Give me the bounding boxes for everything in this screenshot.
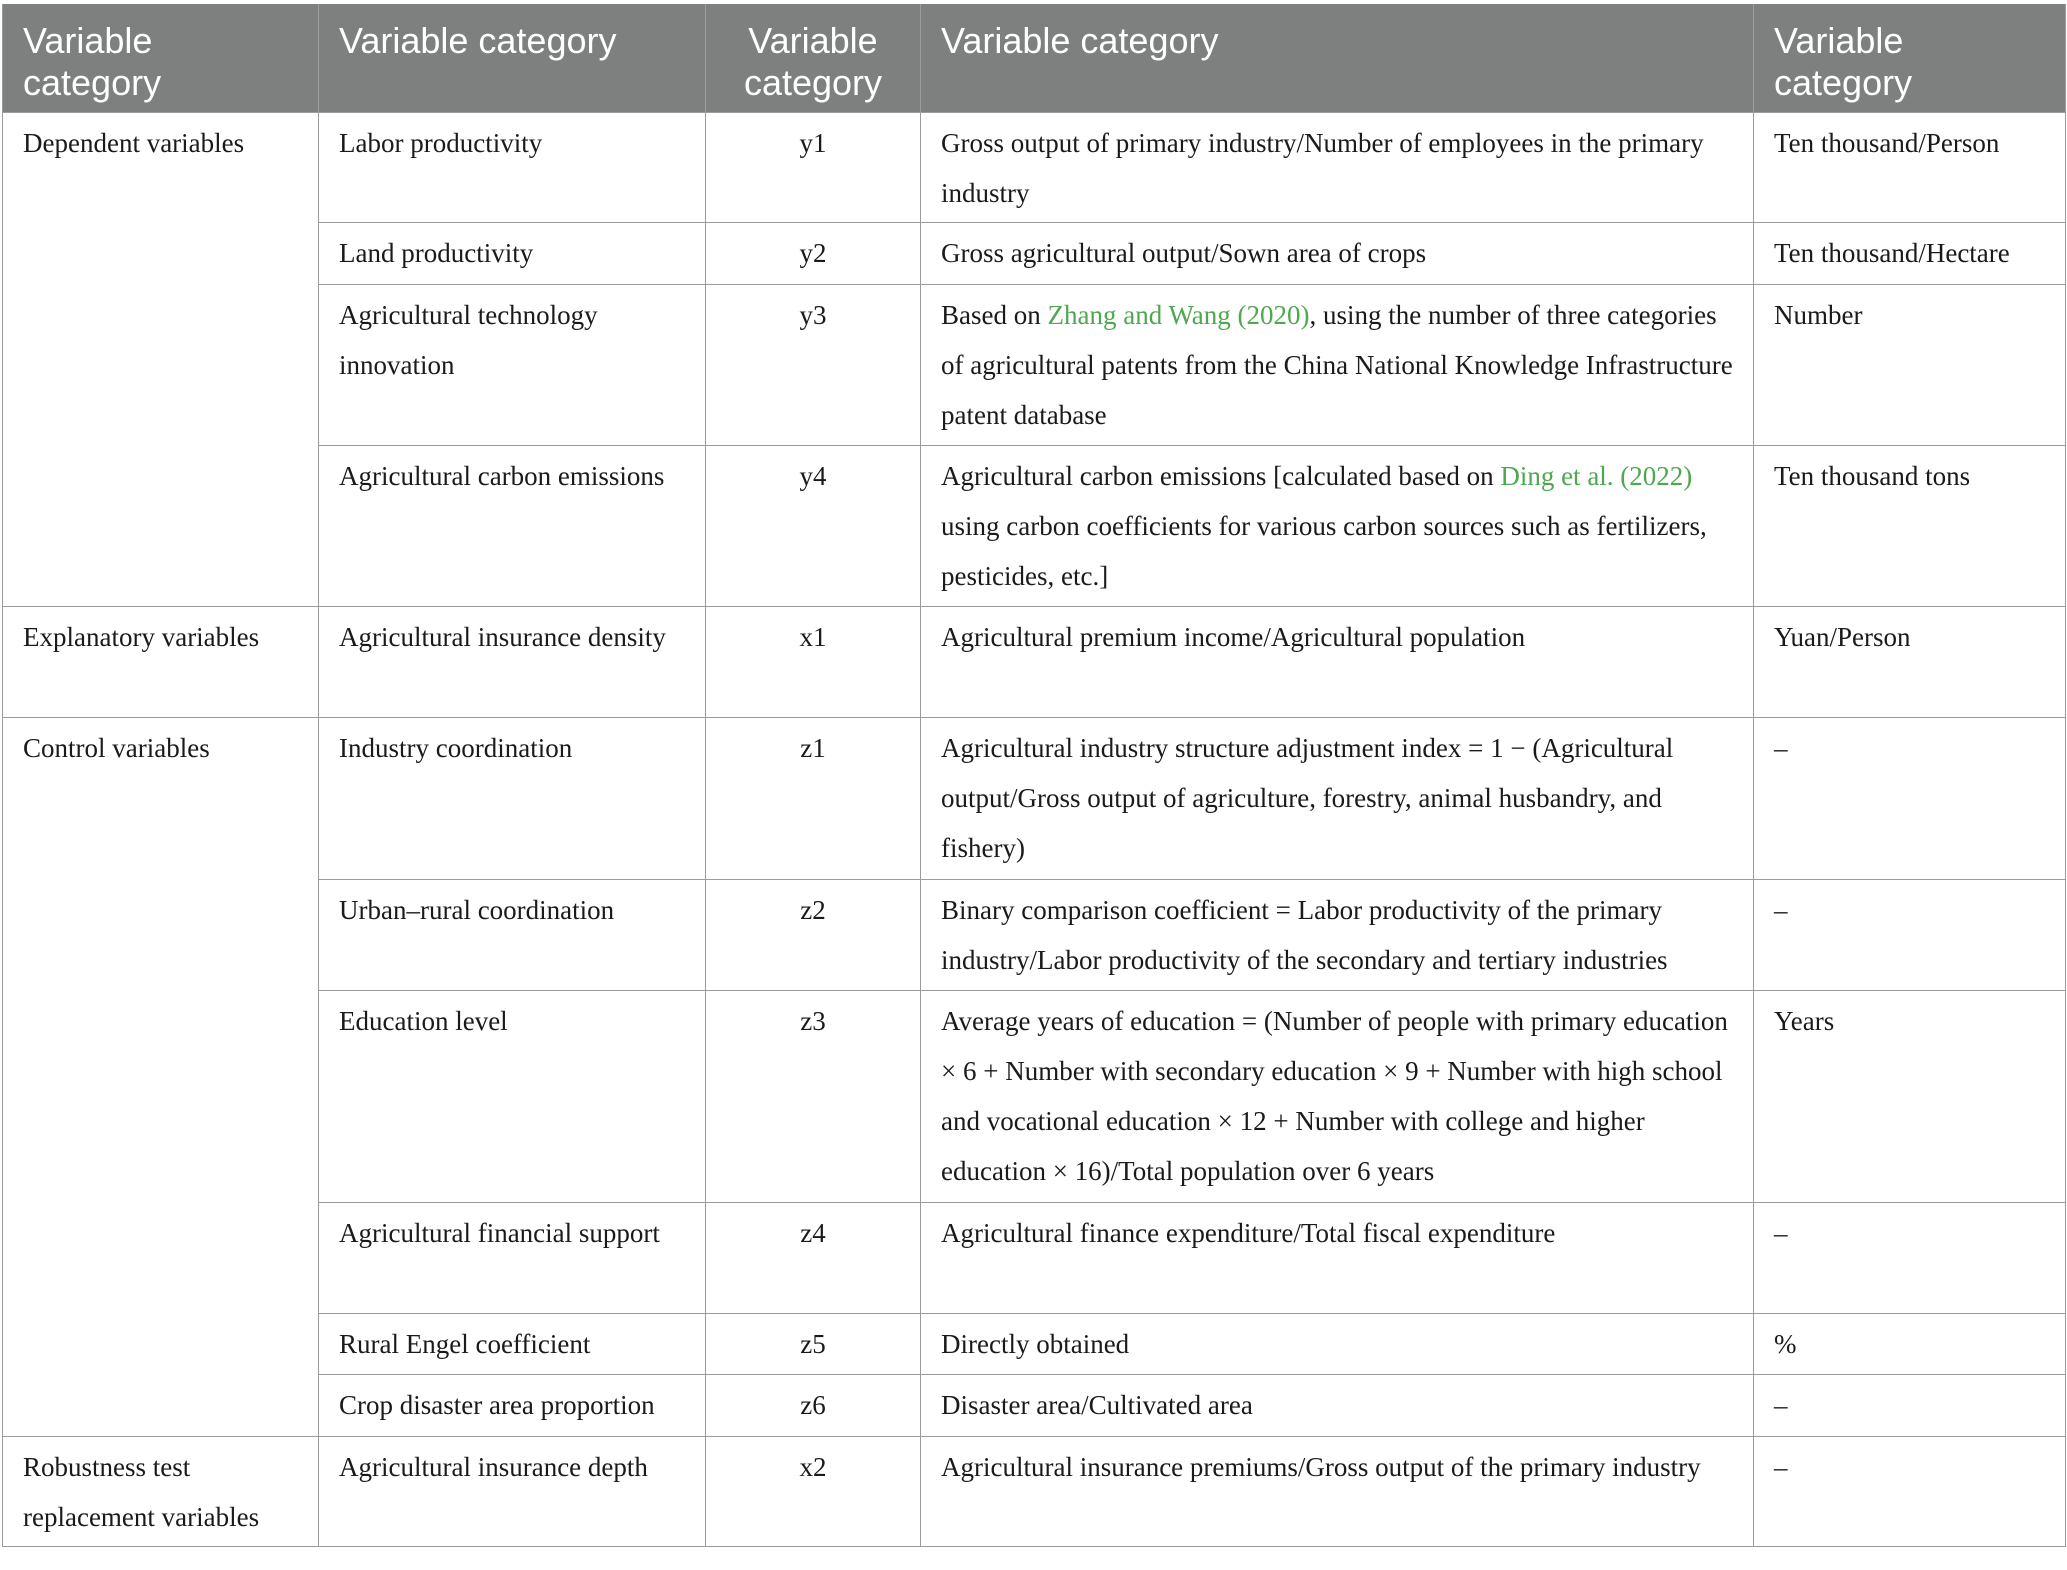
variable-unit-cell: – <box>1754 1375 2066 1437</box>
definition-text: using carbon coefficients for various carbon sources such as fertilizers, pesticides, etc.] <box>941 511 1707 591</box>
variable-unit-cell: Years <box>1754 991 2066 1203</box>
variable-unit-cell: Yuan/Person <box>1754 607 2066 718</box>
variable-name-cell: Land productivity <box>319 223 706 285</box>
variable-symbol-cell: y1 <box>706 113 921 223</box>
variable-name-cell: Industry coordination <box>319 718 706 880</box>
variable-unit-cell: % <box>1754 1314 2066 1375</box>
variable-symbol-cell: z1 <box>706 718 921 880</box>
variable-definition-cell: Binary comparison coefficient = Labor productivity of the primary industry/Labor productivity of the secondary and tertiary industries <box>921 880 1754 991</box>
table-row <box>3 718 2066 880</box>
variable-name-cell: Agricultural carbon emissions <box>319 446 706 607</box>
variable-name-cell: Agricultural insurance density <box>319 607 706 718</box>
definition-text: , using the number of three categories of agricultural patents from the China National Knowledge Infrastructure patent database <box>941 300 1733 430</box>
category-cell: Control variables <box>3 718 319 1437</box>
variable-definition-cell: Gross agricultural output/Sown area of crops <box>921 223 1754 285</box>
variable-unit-cell: – <box>1754 718 2066 880</box>
variable-symbol-cell: y4 <box>706 446 921 607</box>
variable-definition-cell: Agricultural insurance premiums/Gross output of the primary industry <box>921 1437 1754 1547</box>
variable-definition-cell: Average years of education = (Number of people with primary education × 6 + Number with secondary education × 9 + Number with high school and vocational education × 12 + Number with college and higher education × 16)/Total population over 6 years <box>921 991 1754 1203</box>
citation-link[interactable]: Ding et al. (2022) <box>1500 461 1693 491</box>
variable-symbol-cell: z6 <box>706 1375 921 1437</box>
variable-unit-cell: Number <box>1754 285 2066 446</box>
variable-name-cell: Rural Engel coefficient <box>319 1314 706 1375</box>
header-variable-category: Variable category <box>3 4 319 113</box>
table-row <box>3 113 2066 223</box>
variable-name-cell: Urban–rural coordination <box>319 880 706 991</box>
variable-symbol-cell: x2 <box>706 1437 921 1547</box>
definition-text: Agricultural carbon emissions [calculated based on <box>941 461 1501 491</box>
variable-definition-cell: Disaster area/Cultivated area <box>921 1375 1754 1437</box>
table-row <box>3 607 2066 718</box>
variable-name-cell: Crop disaster area proportion <box>319 1375 706 1437</box>
variable-symbol-cell: z4 <box>706 1203 921 1314</box>
table-header-row <box>3 4 2066 113</box>
variable-unit-cell: – <box>1754 1437 2066 1547</box>
citation-link[interactable]: Zhang and Wang (2020) <box>1047 300 1310 330</box>
category-cell: Explanatory variables <box>3 607 319 718</box>
category-cell: Robustness test replacement variables <box>3 1437 319 1547</box>
variable-name-cell: Agricultural technology innovation <box>319 285 706 446</box>
variables-table <box>2 4 2066 1547</box>
header-variable-unit: Variable category <box>1754 4 2066 113</box>
variable-name-cell: Agricultural insurance depth <box>319 1437 706 1547</box>
variable-symbol-cell: x1 <box>706 607 921 718</box>
variable-unit-cell: – <box>1754 880 2066 991</box>
variable-definition-cell <box>921 446 1754 607</box>
variable-unit-cell: Ten thousand tons <box>1754 446 2066 607</box>
variable-definition-cell: Agricultural industry structure adjustment index = 1 − (Agricultural output/Gross output of agriculture, forestry, animal husbandry, and fishery) <box>921 718 1754 880</box>
variable-symbol-cell: z5 <box>706 1314 921 1375</box>
variable-unit-cell: – <box>1754 1203 2066 1314</box>
variable-definition-cell <box>921 285 1754 446</box>
header-variable-name: Variable category <box>319 4 706 113</box>
definition-text: Based on <box>941 300 1048 330</box>
header-variable-symbol: Variable category <box>706 4 921 113</box>
variable-symbol-cell: y3 <box>706 285 921 446</box>
header-variable-definition: Variable category <box>921 4 1754 113</box>
variable-definition-cell: Gross output of primary industry/Number of employees in the primary industry <box>921 113 1754 223</box>
variable-symbol-cell: y2 <box>706 223 921 285</box>
variable-definition-cell: Directly obtained <box>921 1314 1754 1375</box>
variables-table-container <box>2 4 2065 1547</box>
variable-unit-cell: Ten thousand/Hectare <box>1754 223 2066 285</box>
table-row <box>3 1437 2066 1547</box>
variable-name-cell: Education level <box>319 991 706 1203</box>
variable-definition-cell: Agricultural premium income/Agricultural population <box>921 607 1754 718</box>
variable-unit-cell: Ten thousand/Person <box>1754 113 2066 223</box>
variable-symbol-cell: z3 <box>706 991 921 1203</box>
variable-definition-cell: Agricultural finance expenditure/Total fiscal expenditure <box>921 1203 1754 1314</box>
category-cell: Dependent variables <box>3 113 319 607</box>
variable-symbol-cell: z2 <box>706 880 921 991</box>
variable-name-cell: Labor productivity <box>319 113 706 223</box>
variable-name-cell: Agricultural financial support <box>319 1203 706 1314</box>
